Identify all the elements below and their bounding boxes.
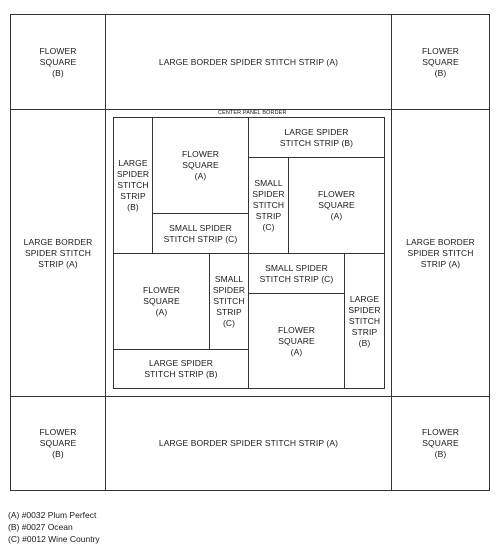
block-label: LARGE SPIDER STITCH STRIP (B) [116, 158, 150, 212]
block-label: FLOWER SQUARE (B) [422, 427, 459, 459]
block-label: FLOWER SQUARE (B) [39, 45, 77, 78]
block-label: FLOWER SQUARE (A) [278, 324, 315, 357]
block-label: LARGE BORDER SPIDER STITCH STRIP (A) [23, 236, 93, 269]
bl-flower-square [113, 253, 210, 350]
color-legend [8, 509, 100, 545]
block-label: FLOWER SQUARE (A) [318, 189, 355, 221]
block-label: SMALL SPIDER STITCH STRIP (C) [212, 274, 246, 328]
bl-small-spider-stitch-strip [209, 253, 249, 350]
block-label: LARGE SPIDER STITCH STRIP (B) [348, 293, 381, 348]
top-large-border-strip [105, 14, 392, 110]
center-panel-border-label: CENTER PANEL BORDER [218, 110, 287, 116]
br-large-spider-stitch-strip [344, 253, 385, 389]
br-flower-square [248, 293, 345, 389]
block-label: FLOWER SQUARE (B) [422, 45, 459, 78]
tr-small-spider-stitch-strip [248, 157, 289, 254]
corner-bottom-left-flower-square [10, 396, 106, 491]
block-label: LARGE BORDER SPIDER STITCH STRIP (A) [158, 438, 339, 448]
right-large-border-strip [391, 109, 490, 397]
bl-large-spider-stitch-strip [113, 349, 249, 389]
block-label: SMALL SPIDER STITCH STRIP (C) [163, 222, 238, 244]
legend-item-b: (B) #0027 Ocean [8, 522, 73, 532]
legend-item-a: (A) #0032 Plum Perfect [8, 510, 97, 520]
tr-large-spider-stitch-strip [248, 117, 385, 158]
tl-flower-square [152, 117, 249, 214]
block-label: LARGE BORDER SPIDER STITCH STRIP (A) [158, 56, 339, 67]
block-label: LARGE BORDER SPIDER STITCH STRIP (A) [406, 236, 475, 269]
bottom-large-border-strip [105, 396, 392, 491]
block-label: SMALL SPIDER STITCH STRIP (C) [252, 178, 285, 232]
block-label: SMALL SPIDER STITCH STRIP (C) [259, 262, 334, 284]
br-small-spider-stitch-strip [248, 253, 345, 294]
block-label: FLOWER SQUARE (B) [39, 427, 77, 459]
corner-bottom-right-flower-square [391, 396, 490, 491]
corner-top-right-flower-square [391, 14, 490, 110]
block-label: LARGE SPIDER STITCH STRIP (B) [144, 358, 218, 379]
block-label: FLOWER SQUARE (A) [143, 285, 180, 317]
tl-large-spider-stitch-strip [113, 117, 153, 254]
tr-flower-square [288, 157, 385, 254]
block-label: FLOWER SQUARE (A) [182, 149, 219, 181]
corner-top-left-flower-square [10, 14, 106, 110]
left-large-border-strip [10, 109, 106, 397]
tl-small-spider-stitch-strip [152, 213, 249, 254]
block-label: LARGE SPIDER STITCH STRIP (B) [279, 126, 354, 148]
legend-item-c: (C) #0012 Wine Country [8, 534, 100, 544]
